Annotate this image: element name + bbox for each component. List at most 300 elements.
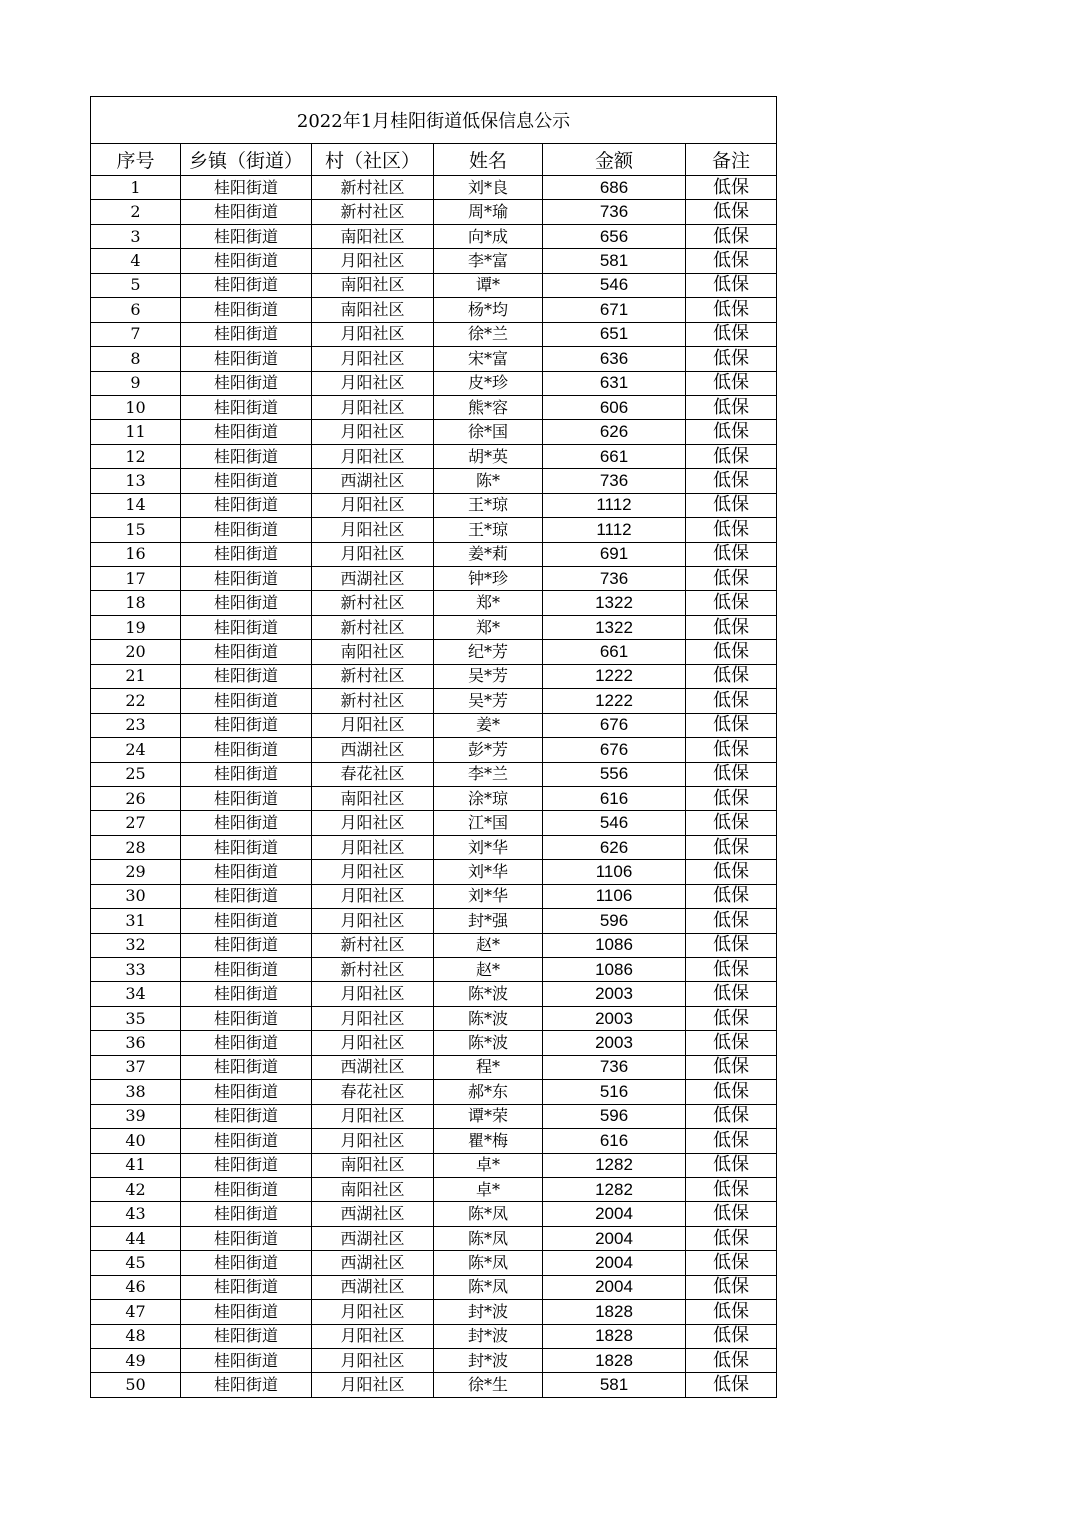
table-row [91, 249, 777, 273]
table-row [91, 322, 777, 346]
cell-no: 40 [91, 1129, 181, 1153]
cell-no: 49 [91, 1349, 181, 1373]
cell-town: 桂阳街道 [181, 224, 312, 248]
cell-no: 28 [91, 835, 181, 859]
cell-name: 陈*波 [434, 982, 543, 1006]
cell-remark: 低保 [686, 958, 777, 982]
table-row [91, 689, 777, 713]
table-row [91, 958, 777, 982]
cell-amount: 1086 [543, 933, 686, 957]
table-row [91, 713, 777, 737]
cell-amount: 661 [543, 640, 686, 664]
cell-remark: 低保 [686, 1324, 777, 1348]
cell-community: 月阳社区 [312, 395, 434, 419]
table-row [91, 347, 777, 371]
cell-no: 43 [91, 1202, 181, 1226]
cell-community: 南阳社区 [312, 224, 434, 248]
column-header-amount: 金额 [543, 144, 686, 176]
cell-remark: 低保 [686, 347, 777, 371]
cell-remark: 低保 [686, 444, 777, 468]
cell-community: 月阳社区 [312, 347, 434, 371]
cell-town: 桂阳街道 [181, 542, 312, 566]
cell-remark: 低保 [686, 176, 777, 200]
cell-no: 26 [91, 786, 181, 810]
cell-community: 月阳社区 [312, 518, 434, 542]
cell-remark: 低保 [686, 811, 777, 835]
cell-name: 郑* [434, 615, 543, 639]
column-header-name: 姓名 [434, 144, 543, 176]
cell-community: 新村社区 [312, 958, 434, 982]
cell-name: 徐*国 [434, 420, 543, 444]
cell-town: 桂阳街道 [181, 1349, 312, 1373]
cell-town: 桂阳街道 [181, 762, 312, 786]
cell-amount: 2003 [543, 1006, 686, 1030]
cell-no: 39 [91, 1104, 181, 1128]
cell-town: 桂阳街道 [181, 1226, 312, 1250]
cell-remark: 低保 [686, 567, 777, 591]
cell-name: 宋*富 [434, 347, 543, 371]
table-row [91, 811, 777, 835]
cell-name: 吴*芳 [434, 664, 543, 688]
cell-name: 李*兰 [434, 762, 543, 786]
cell-name: 封*波 [434, 1324, 543, 1348]
cell-amount: 676 [543, 713, 686, 737]
cell-community: 月阳社区 [312, 1006, 434, 1030]
cell-amount: 1086 [543, 958, 686, 982]
cell-remark: 低保 [686, 786, 777, 810]
cell-amount: 2004 [543, 1202, 686, 1226]
cell-community: 月阳社区 [312, 420, 434, 444]
cell-no: 34 [91, 982, 181, 1006]
cell-community: 月阳社区 [312, 444, 434, 468]
cell-town: 桂阳街道 [181, 1031, 312, 1055]
cell-no: 16 [91, 542, 181, 566]
table-row [91, 224, 777, 248]
cell-name: 陈*凤 [434, 1251, 543, 1275]
cell-name: 陈*凤 [434, 1226, 543, 1250]
cell-community: 月阳社区 [312, 811, 434, 835]
cell-name: 陈*凤 [434, 1202, 543, 1226]
cell-town: 桂阳街道 [181, 1006, 312, 1030]
cell-remark: 低保 [686, 615, 777, 639]
cell-remark: 低保 [686, 1006, 777, 1030]
cell-no: 25 [91, 762, 181, 786]
cell-no: 18 [91, 591, 181, 615]
cell-remark: 低保 [686, 860, 777, 884]
cell-name: 胡*英 [434, 444, 543, 468]
cell-name: 徐*兰 [434, 322, 543, 346]
cell-town: 桂阳街道 [181, 1373, 312, 1397]
cell-name: 卓* [434, 1153, 543, 1177]
cell-community: 南阳社区 [312, 1177, 434, 1201]
cell-town: 桂阳街道 [181, 273, 312, 297]
table-row [91, 1226, 777, 1250]
cell-name: 王*琼 [434, 493, 543, 517]
cell-town: 桂阳街道 [181, 322, 312, 346]
cell-remark: 低保 [686, 640, 777, 664]
table-row [91, 1349, 777, 1373]
cell-remark: 低保 [686, 420, 777, 444]
table-body [91, 176, 777, 1398]
cell-community: 月阳社区 [312, 713, 434, 737]
cell-no: 13 [91, 469, 181, 493]
cell-town: 桂阳街道 [181, 347, 312, 371]
cell-remark: 低保 [686, 273, 777, 297]
cell-name: 陈*波 [434, 1006, 543, 1030]
cell-no: 45 [91, 1251, 181, 1275]
table-row [91, 640, 777, 664]
cell-no: 12 [91, 444, 181, 468]
cell-name: 郝*东 [434, 1080, 543, 1104]
cell-town: 桂阳街道 [181, 469, 312, 493]
cell-remark: 低保 [686, 1055, 777, 1079]
cell-name: 程* [434, 1055, 543, 1079]
cell-town: 桂阳街道 [181, 395, 312, 419]
cell-name: 彭*芳 [434, 738, 543, 762]
cell-town: 桂阳街道 [181, 1104, 312, 1128]
table-row [91, 615, 777, 639]
cell-no: 44 [91, 1226, 181, 1250]
table-row [91, 542, 777, 566]
cell-town: 桂阳街道 [181, 1275, 312, 1299]
cell-community: 南阳社区 [312, 640, 434, 664]
table-row [91, 1177, 777, 1201]
cell-community: 月阳社区 [312, 835, 434, 859]
cell-no: 19 [91, 615, 181, 639]
cell-town: 桂阳街道 [181, 933, 312, 957]
cell-amount: 1112 [543, 518, 686, 542]
cell-no: 36 [91, 1031, 181, 1055]
cell-name: 刘*华 [434, 884, 543, 908]
cell-community: 西湖社区 [312, 469, 434, 493]
cell-amount: 1222 [543, 689, 686, 713]
cell-town: 桂阳街道 [181, 1202, 312, 1226]
cell-amount: 2004 [543, 1226, 686, 1250]
table-row [91, 493, 777, 517]
cell-community: 月阳社区 [312, 982, 434, 1006]
cell-no: 29 [91, 860, 181, 884]
cell-community: 南阳社区 [312, 1153, 434, 1177]
cell-no: 30 [91, 884, 181, 908]
cell-remark: 低保 [686, 298, 777, 322]
table-row [91, 176, 777, 200]
cell-town: 桂阳街道 [181, 1129, 312, 1153]
cell-no: 17 [91, 567, 181, 591]
cell-remark: 低保 [686, 1251, 777, 1275]
table-row [91, 1153, 777, 1177]
cell-town: 桂阳街道 [181, 298, 312, 322]
cell-town: 桂阳街道 [181, 640, 312, 664]
cell-remark: 低保 [686, 713, 777, 737]
header-row [91, 144, 777, 176]
cell-amount: 1222 [543, 664, 686, 688]
cell-no: 22 [91, 689, 181, 713]
cell-no: 50 [91, 1373, 181, 1397]
cell-remark: 低保 [686, 1031, 777, 1055]
cell-town: 桂阳街道 [181, 811, 312, 835]
cell-name: 熊*容 [434, 395, 543, 419]
table-row [91, 933, 777, 957]
title-row [91, 97, 777, 144]
cell-community: 月阳社区 [312, 884, 434, 908]
cell-no: 14 [91, 493, 181, 517]
cell-town: 桂阳街道 [181, 664, 312, 688]
cell-no: 35 [91, 1006, 181, 1030]
cell-amount: 736 [543, 469, 686, 493]
cell-name: 李*富 [434, 249, 543, 273]
cell-town: 桂阳街道 [181, 249, 312, 273]
cell-name: 杨*均 [434, 298, 543, 322]
cell-remark: 低保 [686, 909, 777, 933]
cell-remark: 低保 [686, 1300, 777, 1324]
cell-amount: 546 [543, 811, 686, 835]
cell-community: 月阳社区 [312, 1300, 434, 1324]
cell-community: 南阳社区 [312, 273, 434, 297]
cell-town: 桂阳街道 [181, 493, 312, 517]
table-row [91, 591, 777, 615]
cell-amount: 616 [543, 1129, 686, 1153]
cell-amount: 631 [543, 371, 686, 395]
cell-remark: 低保 [686, 1226, 777, 1250]
cell-remark: 低保 [686, 395, 777, 419]
cell-remark: 低保 [686, 1275, 777, 1299]
cell-amount: 676 [543, 738, 686, 762]
cell-town: 桂阳街道 [181, 1324, 312, 1348]
column-header-community: 村（社区） [312, 144, 434, 176]
cell-amount: 691 [543, 542, 686, 566]
cell-remark: 低保 [686, 762, 777, 786]
cell-name: 谭*荣 [434, 1104, 543, 1128]
cell-amount: 546 [543, 273, 686, 297]
cell-remark: 低保 [686, 884, 777, 908]
cell-community: 月阳社区 [312, 860, 434, 884]
cell-town: 桂阳街道 [181, 1153, 312, 1177]
cell-amount: 2004 [543, 1275, 686, 1299]
table-row [91, 469, 777, 493]
cell-remark: 低保 [686, 664, 777, 688]
cell-community: 西湖社区 [312, 567, 434, 591]
cell-name: 封*强 [434, 909, 543, 933]
table-row [91, 1129, 777, 1153]
cell-amount: 516 [543, 1080, 686, 1104]
cell-amount: 736 [543, 200, 686, 224]
cell-remark: 低保 [686, 1349, 777, 1373]
cell-community: 月阳社区 [312, 1031, 434, 1055]
cell-remark: 低保 [686, 1153, 777, 1177]
cell-name: 江*国 [434, 811, 543, 835]
cell-amount: 2003 [543, 1031, 686, 1055]
cell-no: 24 [91, 738, 181, 762]
table-row [91, 567, 777, 591]
table-row [91, 1080, 777, 1104]
cell-community: 月阳社区 [312, 371, 434, 395]
cell-no: 47 [91, 1300, 181, 1324]
cell-name: 郑* [434, 591, 543, 615]
cell-town: 桂阳街道 [181, 1055, 312, 1079]
cell-amount: 581 [543, 1373, 686, 1397]
cell-town: 桂阳街道 [181, 420, 312, 444]
cell-town: 桂阳街道 [181, 615, 312, 639]
cell-town: 桂阳街道 [181, 909, 312, 933]
cell-remark: 低保 [686, 1080, 777, 1104]
table-row [91, 1251, 777, 1275]
cell-no: 38 [91, 1080, 181, 1104]
table-row [91, 1324, 777, 1348]
cell-community: 西湖社区 [312, 738, 434, 762]
cell-name: 卓* [434, 1177, 543, 1201]
cell-amount: 616 [543, 786, 686, 810]
cell-amount: 1828 [543, 1349, 686, 1373]
table-row [91, 273, 777, 297]
cell-no: 9 [91, 371, 181, 395]
cell-name: 陈*波 [434, 1031, 543, 1055]
cell-name: 姜* [434, 713, 543, 737]
cell-name: 吴*芳 [434, 689, 543, 713]
table-row [91, 1202, 777, 1226]
table-row [91, 1006, 777, 1030]
column-header-remark: 备注 [686, 144, 777, 176]
table-row [91, 835, 777, 859]
cell-name: 刘*华 [434, 860, 543, 884]
table-row [91, 1031, 777, 1055]
cell-no: 32 [91, 933, 181, 957]
cell-remark: 低保 [686, 835, 777, 859]
cell-amount: 1282 [543, 1177, 686, 1201]
table-row [91, 786, 777, 810]
cell-amount: 1106 [543, 860, 686, 884]
column-header-no: 序号 [91, 144, 181, 176]
cell-community: 新村社区 [312, 591, 434, 615]
cell-no: 27 [91, 811, 181, 835]
cell-community: 月阳社区 [312, 542, 434, 566]
cell-name: 涂*琼 [434, 786, 543, 810]
cell-community: 月阳社区 [312, 1373, 434, 1397]
cell-name: 周*瑜 [434, 200, 543, 224]
table-row [91, 371, 777, 395]
cell-town: 桂阳街道 [181, 1300, 312, 1324]
cell-no: 1 [91, 176, 181, 200]
cell-no: 48 [91, 1324, 181, 1348]
cell-name: 皮*珍 [434, 371, 543, 395]
table-row [91, 738, 777, 762]
cell-community: 月阳社区 [312, 1129, 434, 1153]
cell-community: 西湖社区 [312, 1251, 434, 1275]
cell-remark: 低保 [686, 1129, 777, 1153]
cell-community: 南阳社区 [312, 786, 434, 810]
cell-no: 21 [91, 664, 181, 688]
cell-town: 桂阳街道 [181, 371, 312, 395]
cell-remark: 低保 [686, 371, 777, 395]
cell-remark: 低保 [686, 591, 777, 615]
cell-community: 新村社区 [312, 176, 434, 200]
cell-amount: 686 [543, 176, 686, 200]
cell-name: 王*琼 [434, 518, 543, 542]
table-row [91, 444, 777, 468]
cell-town: 桂阳街道 [181, 1080, 312, 1104]
cell-amount: 1828 [543, 1300, 686, 1324]
cell-amount: 671 [543, 298, 686, 322]
cell-no: 10 [91, 395, 181, 419]
cell-town: 桂阳街道 [181, 860, 312, 884]
table-row [91, 200, 777, 224]
table-row [91, 1300, 777, 1324]
cell-remark: 低保 [686, 1104, 777, 1128]
cell-town: 桂阳街道 [181, 738, 312, 762]
cell-remark: 低保 [686, 1177, 777, 1201]
cell-amount: 1282 [543, 1153, 686, 1177]
cell-no: 31 [91, 909, 181, 933]
cell-amount: 2003 [543, 982, 686, 1006]
cell-remark: 低保 [686, 1202, 777, 1226]
table-row [91, 982, 777, 1006]
cell-amount: 626 [543, 835, 686, 859]
cell-amount: 1322 [543, 591, 686, 615]
cell-remark: 低保 [686, 469, 777, 493]
cell-community: 月阳社区 [312, 493, 434, 517]
cell-name: 瞿*梅 [434, 1129, 543, 1153]
cell-remark: 低保 [686, 518, 777, 542]
cell-amount: 596 [543, 909, 686, 933]
cell-name: 向*成 [434, 224, 543, 248]
cell-amount: 636 [543, 347, 686, 371]
cell-community: 新村社区 [312, 664, 434, 688]
cell-remark: 低保 [686, 738, 777, 762]
cell-name: 钟*珍 [434, 567, 543, 591]
cell-town: 桂阳街道 [181, 835, 312, 859]
table-row [91, 664, 777, 688]
cell-community: 月阳社区 [312, 1324, 434, 1348]
cell-amount: 736 [543, 1055, 686, 1079]
cell-name: 纪*芳 [434, 640, 543, 664]
cell-remark: 低保 [686, 982, 777, 1006]
cell-no: 8 [91, 347, 181, 371]
cell-no: 23 [91, 713, 181, 737]
cell-community: 月阳社区 [312, 1104, 434, 1128]
subsidy-table [90, 96, 777, 1398]
cell-remark: 低保 [686, 493, 777, 517]
cell-community: 新村社区 [312, 200, 434, 224]
cell-town: 桂阳街道 [181, 1177, 312, 1201]
cell-community: 月阳社区 [312, 1349, 434, 1373]
column-header-town: 乡镇（街道） [181, 144, 312, 176]
cell-town: 桂阳街道 [181, 176, 312, 200]
cell-community: 新村社区 [312, 689, 434, 713]
cell-no: 7 [91, 322, 181, 346]
cell-town: 桂阳街道 [181, 567, 312, 591]
cell-name: 陈*凤 [434, 1275, 543, 1299]
table-row [91, 1055, 777, 1079]
cell-amount: 1322 [543, 615, 686, 639]
cell-community: 新村社区 [312, 615, 434, 639]
cell-no: 4 [91, 249, 181, 273]
table-row [91, 518, 777, 542]
table-row [91, 420, 777, 444]
cell-community: 西湖社区 [312, 1275, 434, 1299]
cell-no: 3 [91, 224, 181, 248]
cell-amount: 736 [543, 567, 686, 591]
cell-town: 桂阳街道 [181, 713, 312, 737]
cell-amount: 661 [543, 444, 686, 468]
cell-no: 46 [91, 1275, 181, 1299]
cell-remark: 低保 [686, 224, 777, 248]
cell-amount: 1828 [543, 1324, 686, 1348]
cell-town: 桂阳街道 [181, 1251, 312, 1275]
cell-town: 桂阳街道 [181, 982, 312, 1006]
cell-remark: 低保 [686, 689, 777, 713]
cell-remark: 低保 [686, 322, 777, 346]
cell-community: 月阳社区 [312, 909, 434, 933]
cell-amount: 596 [543, 1104, 686, 1128]
